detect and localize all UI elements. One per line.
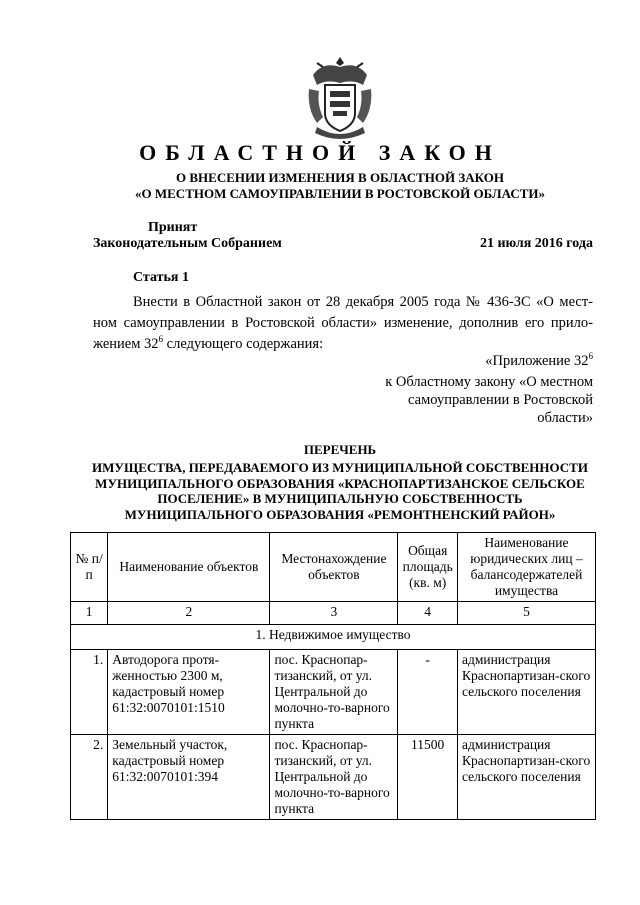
column-number: 2 [108,602,270,625]
object-area: - [398,650,458,735]
article-paragraph [93,292,593,355]
section-title: 1. Недвижимое имущество [71,625,596,650]
header-cell: Местонахождение объектов [270,533,398,602]
balance-holder: администрация Краснопартизан-ского сельского поселения [457,735,595,820]
paragraph-text: жением 32 [93,336,159,352]
law-subtitle-line1: О ВНЕСЕНИИ ИЗМЕНЕНИЯ В ОБЛАСТНОЙ ЗАКОН [176,170,504,185]
law-title: ОБЛАСТНОЙ ЗАКОН [139,140,501,165]
annex-line: самоуправлении в Ростовской области» [408,392,593,426]
list-subtitle: ИМУЩЕСТВА, ПЕРЕДАВАЕМОГО ИЗ МУНИЦИПАЛЬНОЙ СОБСТВЕННОСТИ МУНИЦИПАЛЬНОГО ОБРАЗОВАНИЯ «КРАСНОПАРТИЗАНСКОЕ СЕЛЬСКОЕ ПОСЕЛЕНИЕ» В МУНИЦИПАЛЬНУЮ СОБСТВЕННОСТЬ МУНИЦИПАЛЬНОГО ОБРАЗОВАНИЯ «РЕМОНТНЕНСКИЙ РАЙОН» [92,460,588,522]
paragraph-text: следующего содержания: [163,336,324,352]
object-location: пос. Краснопар-тизанский, от ул. Центральной до молочно-то-варного пункта [270,735,398,820]
paragraph-line: ном самоуправлении в Ростовской области» изменение, дополнив его прило- [93,315,593,331]
table-header-row [71,533,596,602]
annex-title: «Приложение $32^6$ [485,351,593,369]
column-number: 4 [398,602,458,625]
header-cell: Общая площадь (кв. м) [398,533,458,602]
column-number-row [71,602,596,625]
row-number: 2. [71,735,108,820]
object-location: пос. Краснопар-тизанский, от ул. Центральной до молочно-то-варного пункта [270,650,398,735]
table-row [71,735,596,820]
annex-line: к Областному закону «О местном [385,374,593,390]
annex-reference [353,352,593,427]
superscript: 6 [588,351,593,362]
object-area: 11500 [398,735,458,820]
superscript: 6 [158,334,164,345]
object-name: Земельный участок, кадастровый номер 61:32:0070101:394 [108,735,270,820]
header-cell: № п/п [71,533,108,602]
article-heading: Статья 1 [133,270,189,285]
header-cell: Наименование юридических лиц – балансодержателей имущества [457,533,595,602]
object-name: Автодорога протя-женностью 2300 м, кадастровый номер 61:32:0070101:1510 [108,650,270,735]
row-number: 1. [71,650,108,735]
section-row [71,625,596,650]
table-row [71,650,596,735]
column-number: 3 [270,602,398,625]
column-number: 5 [457,602,595,625]
property-table [70,532,596,820]
header-cell: Наименование объектов [108,533,270,602]
adoption-date: 21 июля 2016 года [479,236,593,251]
law-subtitle-line2: «О МЕСТНОМ САМОУПРАВЛЕНИИ В РОСТОВСКОЙ ОБЛАСТИ» [135,186,545,201]
balance-holder: администрация Краснопартизан-ского сельского поселения [457,650,595,735]
column-number: 1 [71,602,108,625]
adopted-by: Законодательным Собранием [93,236,282,251]
paragraph-line: Внести в Областной закон от 28 декабря 2005 года № 436-ЗС «О мест- [133,294,593,310]
rostov-oblast-coat-of-arms-icon [303,55,377,141]
adopted-label: Принят [148,220,198,235]
list-title: ПЕРЕЧЕНЬ [303,442,377,457]
